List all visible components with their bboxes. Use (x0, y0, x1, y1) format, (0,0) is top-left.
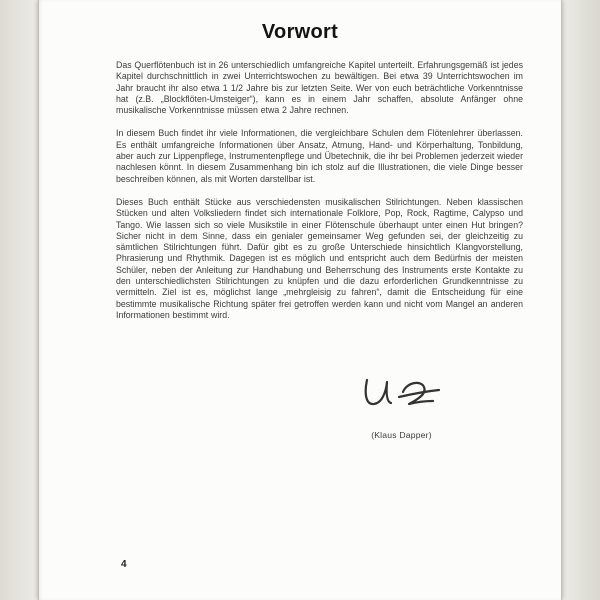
signature-block (334, 372, 469, 440)
signature-icon (357, 372, 447, 424)
signature-caption: (Klaus Dapper) (371, 430, 432, 440)
foreword-paragraph-2: In diesem Buch findet ihr viele Informationen, die vergleichbare Schulen dem Flötenlehrer überlassen. Es enthält umfangreiche Informationen über Ansatz, Atmung, Hand- und Körperhaltung, Tonbildung, aber auch zur Lippenpflege, Instrumentenpflege und Übetechnik, die ihr bei Problemen jederzeit wieder nachlesen könnt. In diesem Zusammenhang bin ich stolz auf die Illustrationen, die viele Dinge besser beschreiben können, als mit Worten darstellbar ist. (116, 128, 523, 184)
foreword-text (116, 60, 523, 333)
foreword-paragraph-1: Das Querflötenbuch ist in 26 unterschiedlich umfangreiche Kapitel unterteilt. Erfahrungsgemäß ist jedes Kapitel durchschnittlich in zwei Unterrichtswochen zu bewältigen. Bei etwa 39 Unterrichtswochen im Jahr braucht ihr also etwa 1 1/2 Jahre bis zur letzten Seite. Wer von euch beträchtliche Vorkenntnisse hat (z.B. „Blockflöten-Umsteiger“), kann es in einem Jahr schaffen, absolute Anfänger ohne musikalische Vorkenntnisse müssen etwa 2 Jahre rechnen. (116, 60, 523, 116)
foreword-paragraph-3: Dieses Buch enthält Stücke aus verschiedensten musikalischen Stilrichtungen. Neben klassischen Stücken und alten Volksliedern findet sich internationale Folklore, Pop, Rock, Ragtime, Calypso und Tango. Wie lassen sich so viele Musikstile in einer Flötenschule überhaupt unter einen Hut bringen? Sicher nicht in dem Sinne, dass ein genialer gemeinsamer Weg gefunden sei, der gleichzeitig zu sämtlichen Stilrichtungen führt. Dafür gibt es zu große Unterschiede hinsichtlich Klangvorstellung, Phrasierung und Rhythmik. Dagegen ist es möglich und entspricht auch dem Bedürfnis der meisten Schüler, neben der Anleitung zur Handhabung und Beherrschung des Instruments erste Kontakte zu den unterschiedlichsten Stilrichtungen zu knüpfen und die dazu erforderlichen Grundkenntnisse zu vermitteln. Ziel ist es, möglichst lange „mehrgleisig zu fahren“, damit die Entscheidung für eine bestimmte musikalische Richtung später frei getroffen werden kann und nicht vom Mangel an anderen Informationen bestimmt wird. (116, 196, 523, 320)
page-number: 4 (121, 559, 127, 570)
page-title: Vorwort (261, 21, 339, 43)
book-page (38, 0, 562, 600)
